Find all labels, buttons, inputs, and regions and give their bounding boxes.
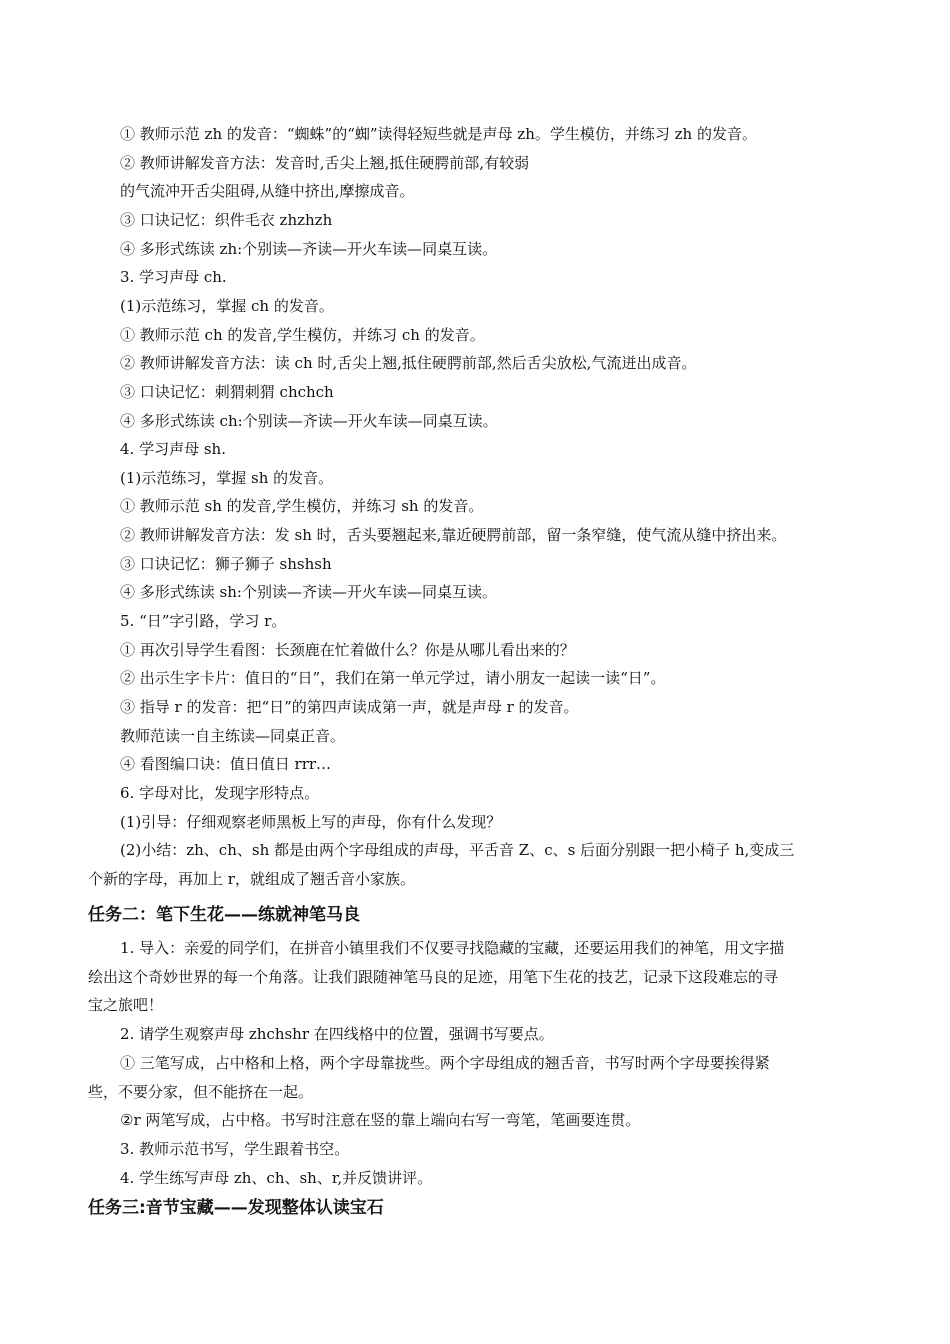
text-line: (1)引导：仔细观察老师黑板上写的声母，你有什么发现？: [120, 812, 502, 831]
text-line: 1. 导入：亲爱的同学们，在拼音小镇里我们不仅要寻找隐藏的宝藏，还要运用我们的神笔，用文字描: [120, 939, 785, 957]
text-line: 3. 教师示范书写，学生跟着书空。: [120, 1139, 350, 1158]
text-line: ① 教师示范 sh 的发音,学生模仿，并练习 sh 的发音。: [120, 497, 484, 516]
text-line: (1)示范练习，掌握 sh 的发音。: [120, 468, 334, 487]
text-line: ②r 两笔写成，占中格。书写时注意在竖的靠上端向右写一弯笔，笔画要连贯。: [120, 1111, 641, 1130]
text-line: (2)小结：zh、ch、sh 都是由两个字母组成的声母，平舌音 Z、c、s 后面分别跟一把小椅子 h,变成三: [120, 841, 795, 860]
text-line: ④ 多形式练读 sh:个别读—齐读—开火车读—同桌互读。: [120, 583, 497, 602]
section-heading-task-3: 任务三:音节宝藏——发现整体认读宝石: [88, 1198, 384, 1218]
text-line: 个新的字母，再加上 r，就组成了翘舌音小家族。: [88, 869, 415, 888]
text-line: 的气流冲开舌尖阻碍,从缝中挤出,摩擦成音。: [120, 182, 415, 201]
text-line: ① 教师示范 ch 的发音,学生模仿，并练习 ch 的发音。: [120, 325, 485, 344]
text-line: ③ 口诀记忆：织件毛衣 zhzhzh: [120, 210, 333, 229]
text-line: 2. 请学生观察声母 zhchshr 在四线格中的位置，强调书写要点。: [120, 1025, 554, 1044]
text-line: ② 教师讲解发音方法：读 ch 时,舌尖上翘,抵住硬腭前部,然后舌尖放松,气流迸出成音。: [120, 354, 697, 373]
text-line: ② 教师讲解发音方法：发音时,舌尖上翘,抵住硬腭前部,有较弱: [120, 153, 530, 172]
text-line: ① 教师示范 zh 的发音：“蜘蛛”的“蜘”读得轻短些就是声母 zh。学生模仿，并练习 zh 的发音。: [120, 125, 757, 143]
text-line: ② 教师讲解发音方法：发 sh 时，舌头要翘起来,靠近硬腭前部，留一条窄缝，使气流从缝中挤出来。: [120, 526, 787, 545]
text-line: ③ 口诀记忆：刺猬刺猬 chchch: [120, 382, 334, 401]
text-line: 些，不要分家，但不能挤在一起。: [88, 1082, 314, 1101]
text-line: ② 出示生字卡片：值日的“日”，我们在第一单元学过，请小朋友一起读一读“日”。: [120, 669, 666, 688]
text-line: ④ 多形式练读 ch:个别读—齐读—开火车读—同桌互读。: [120, 411, 498, 430]
text-line: 3. 学习声母 ch.: [120, 268, 227, 287]
text-line: ④ 看图编口诀：值日值日 rrr…: [120, 755, 332, 774]
text-line: 4. 学习声母 sh.: [120, 440, 226, 459]
text-line: ① 再次引导学生看图：长颈鹿在忙着做什么？你是从哪儿看出来的？: [120, 640, 575, 659]
text-line: ④ 多形式练读 zh:个别读—齐读—开火车读—同桌互读。: [120, 239, 498, 258]
text-line: 宝之旅吧！: [88, 996, 164, 1015]
text-line: 教师范读一自主练读—同桌正音。: [120, 726, 346, 745]
text-line: 绘出这个奇妙世界的每一个角落。让我们跟随神笔马良的足迹，用笔下生花的技艺，记录下这段难忘的寻: [88, 967, 779, 986]
text-line: 6. 字母对比，发现字形特点。: [120, 783, 320, 802]
section-heading-task-2: 任务二：笔下生花——练就神笔马良: [88, 905, 360, 925]
text-line: ③ 口诀记忆：狮子狮子 shshsh: [120, 554, 332, 573]
text-line: 5. “日”字引路，学习 r。: [120, 612, 287, 631]
text-line: 4. 学生练写声母 zh、ch、sh、r,并反馈讲评。: [120, 1168, 433, 1187]
text-line: (1)示范练习，掌握 ch 的发音。: [120, 296, 334, 315]
text-line: ③ 指导 r 的发音：把“日”的第四声读成第一声，就是声母 r 的发音。: [120, 698, 579, 716]
text-line: ① 三笔写成，占中格和上格，两个字母靠拢些。两个字母组成的翘舌音，书写时两个字母要挨得紧: [120, 1053, 770, 1072]
